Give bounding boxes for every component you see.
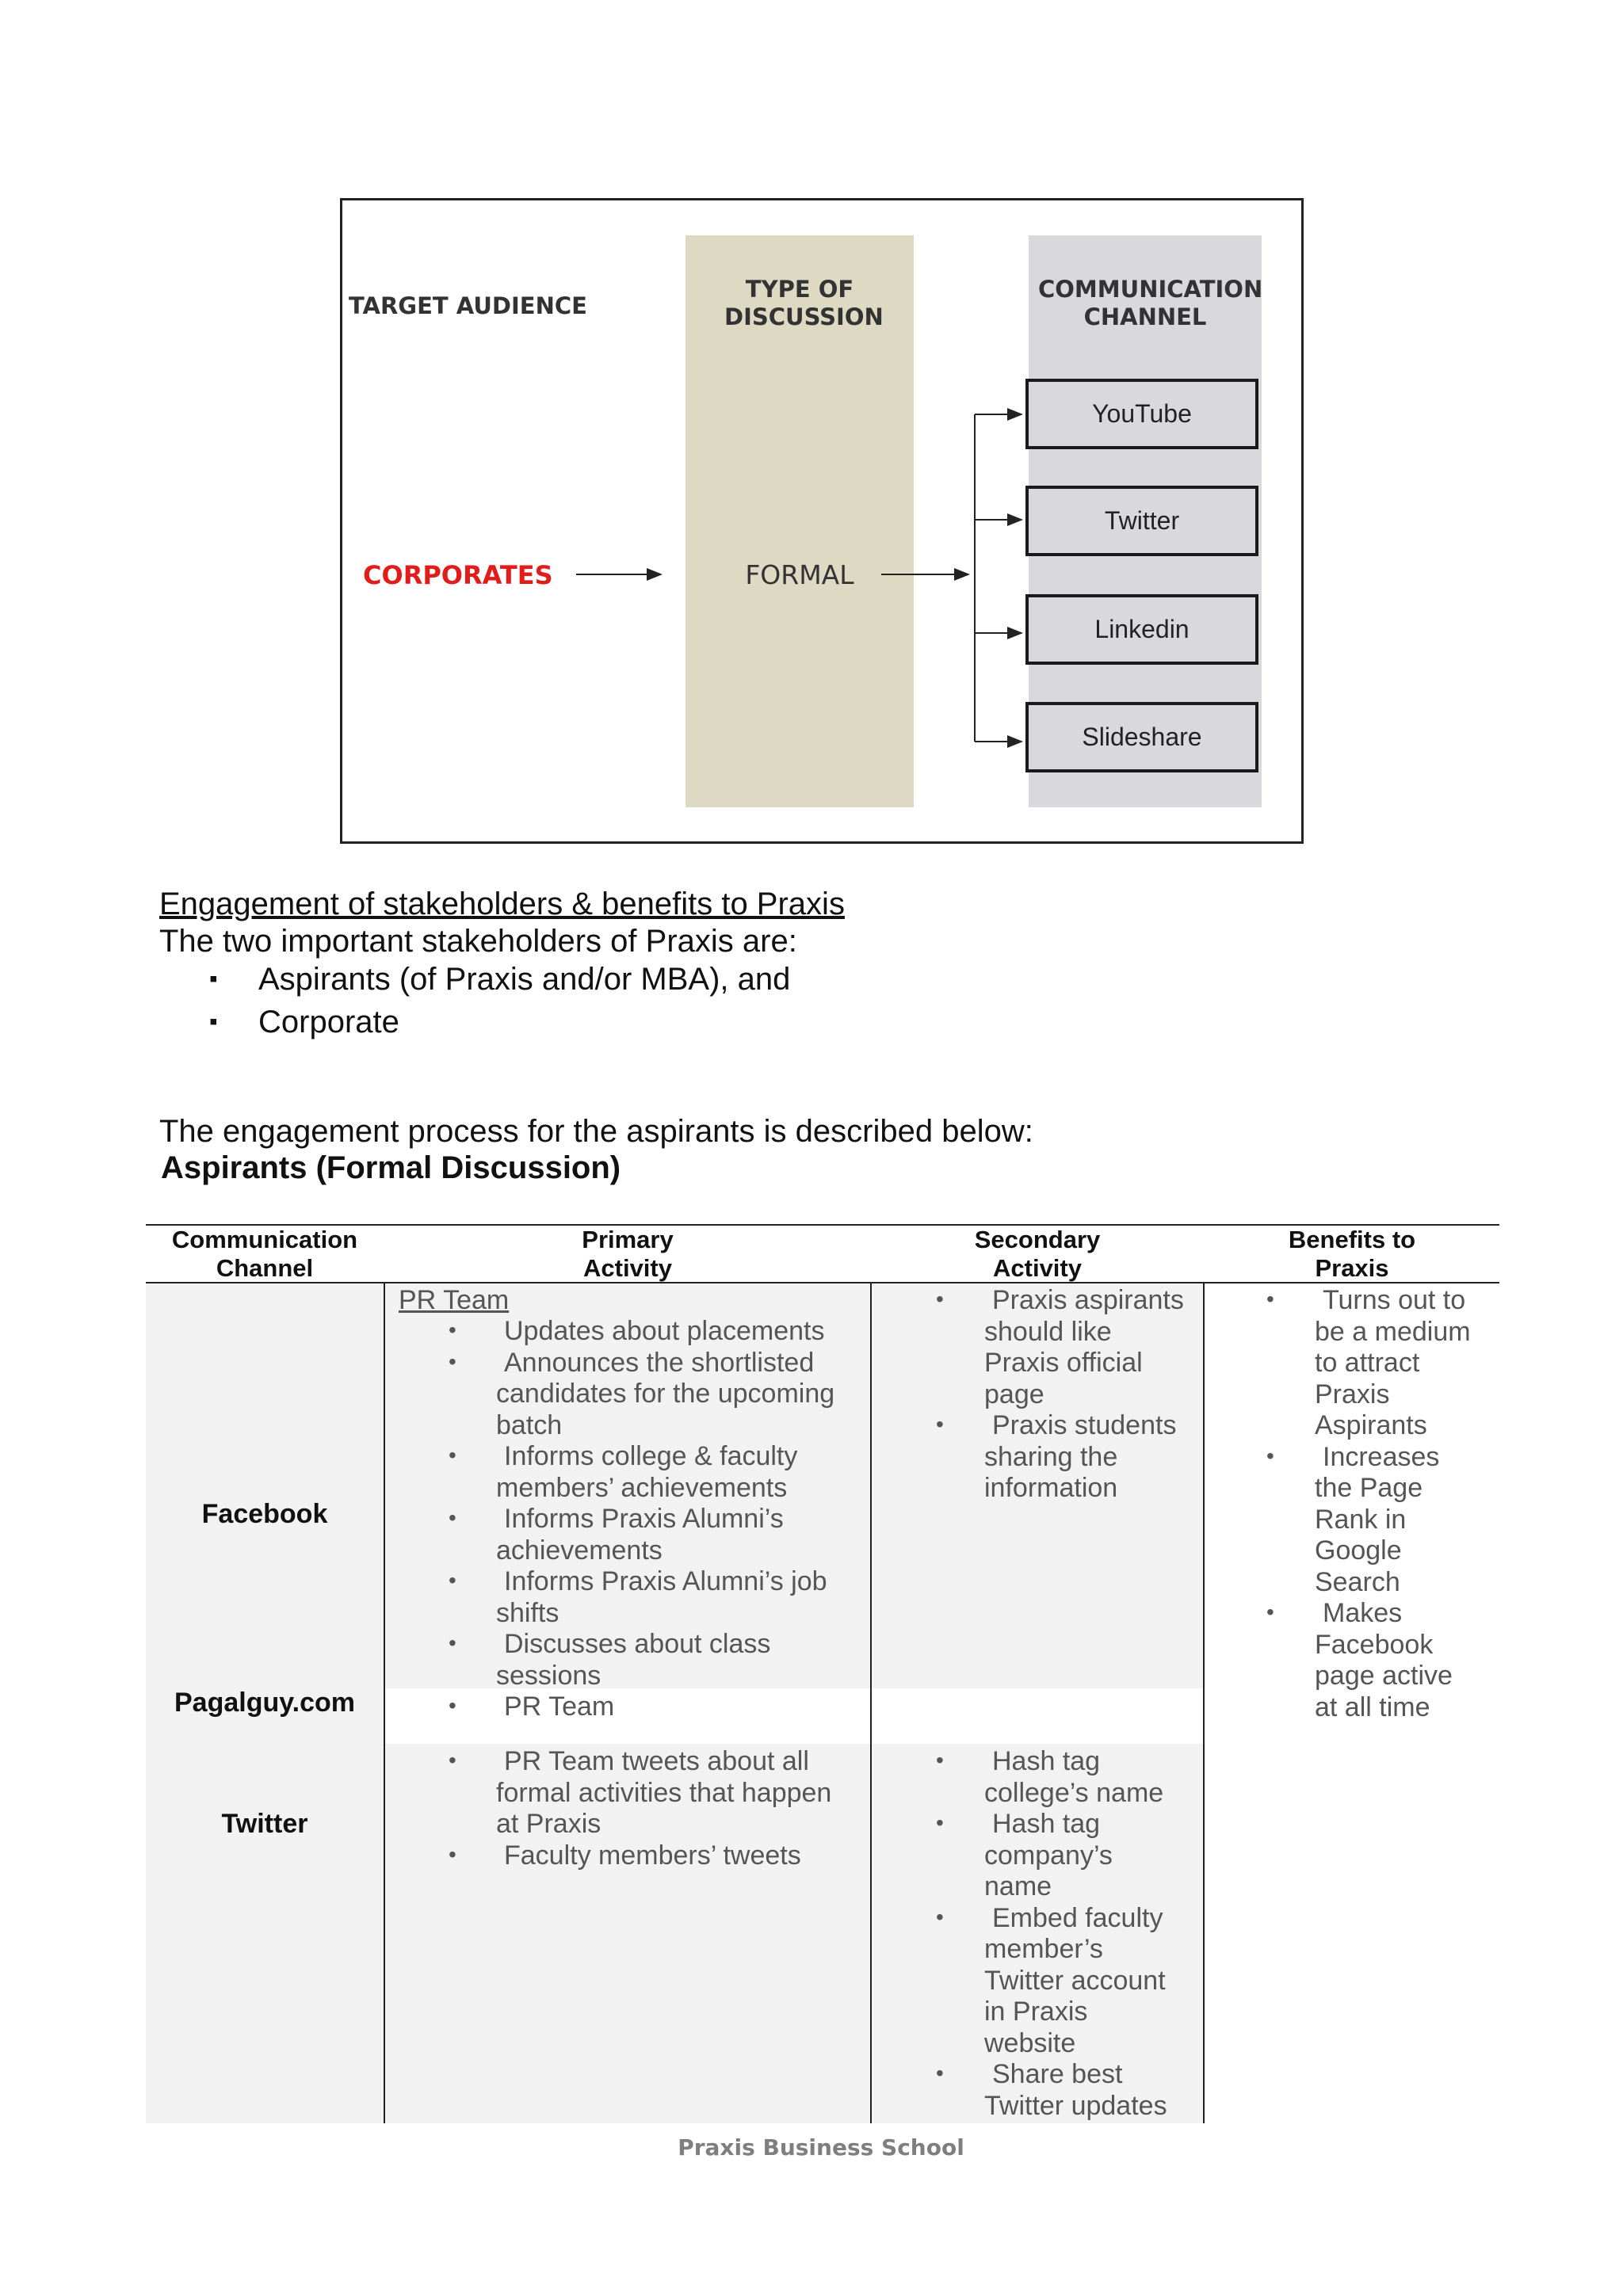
process-text: The engagement process for the aspirants is described below: [159, 1114, 1033, 1149]
list-item-line: PR Team tweets about all [504, 1746, 809, 1776]
square-bullet-icon: ▪ [209, 1009, 218, 1035]
list-item-line: Praxis [1315, 1379, 1390, 1409]
list-item-line: name [984, 1871, 1052, 1901]
list-item-line: member’s [984, 1934, 1103, 1964]
header-secondary [872, 1226, 1203, 1283]
stakeholder-item: Corporate [258, 1005, 399, 1039]
bullet-icon: • [936, 1904, 944, 1929]
square-bullet-icon: ▪ [209, 966, 218, 992]
list-item-line: be a medium [1315, 1316, 1471, 1347]
header-line: Secondary [974, 1226, 1101, 1253]
header-line: Communication [171, 1226, 358, 1253]
bullet-icon: • [1266, 1443, 1274, 1468]
header-line: Activity [583, 1254, 672, 1282]
list-item-line: page active [1315, 1661, 1453, 1691]
communication-channel-text: COMMUNICATION CHANNEL [1038, 276, 1263, 330]
list-item-line: Turns out to [1323, 1285, 1466, 1315]
stakeholder-item: Aspirants (of Praxis and/or MBA), and [258, 962, 791, 997]
list-item-line: should like [984, 1316, 1112, 1347]
channel-slideshare: Slideshare [1025, 702, 1258, 772]
list-item-line: formal activities that happen [496, 1777, 832, 1808]
target-audience-label: TARGET AUDIENCE [349, 292, 587, 319]
bullet-icon: • [1266, 1287, 1274, 1311]
list-item-line: candidates for the upcoming [496, 1379, 835, 1409]
header-channel [146, 1226, 384, 1283]
list-item-line: Informs Praxis Alumni’s [504, 1504, 784, 1534]
bullet-icon: • [449, 1841, 456, 1867]
list-item-line: Praxis official [984, 1348, 1143, 1378]
list-item-line: Announces the shortlisted [504, 1347, 815, 1378]
bullet-icon: • [449, 1443, 456, 1467]
bullet-icon: • [936, 1412, 944, 1436]
bullet-icon: • [1266, 1600, 1274, 1624]
column-divider [1203, 1282, 1205, 2123]
list-item-line: Makes [1323, 1598, 1403, 1628]
list-item-line: the Page [1315, 1473, 1423, 1503]
channel-twitter: Twitter [1025, 486, 1258, 556]
bullet-icon: • [936, 2061, 944, 2085]
channel-linkedin: Linkedin [1025, 594, 1258, 665]
list-item-line: Aspirants [1315, 1410, 1427, 1440]
header-line: Benefits to [1288, 1226, 1416, 1253]
channel-youtube: YouTube [1025, 379, 1258, 449]
list-item-line: batch [496, 1409, 563, 1440]
type-of-discussion-text: TYPE OF DISCUSSION [724, 276, 884, 330]
bullet-icon: • [449, 1318, 456, 1342]
list-item-line: shifts [496, 1597, 559, 1628]
bullet-icon: • [449, 1693, 456, 1718]
list-item-line: Embed faculty [992, 1902, 1163, 1933]
bullet-icon: • [449, 1748, 456, 1772]
list-item-line: Twitter updates [984, 2090, 1167, 2121]
list-item-line: Praxis students [992, 1410, 1177, 1440]
header-primary [385, 1226, 870, 1283]
list-item-line: Share best [992, 2059, 1123, 2089]
list-item-line: sessions [496, 1660, 601, 1691]
list-item-line: sharing the [984, 1441, 1118, 1472]
discussion-type-formal: FORMAL [745, 559, 854, 590]
list-item-line: Informs Praxis Alumni’s job [504, 1566, 827, 1596]
table-title: Aspirants (Formal Discussion) [161, 1150, 621, 1185]
header-line: Channel [216, 1254, 314, 1282]
section-heading: Engagement of stakeholders & benefits to Praxis [159, 887, 845, 921]
bullet-icon: • [936, 1810, 944, 1835]
list-item-line: Hash tag [992, 1746, 1101, 1776]
list-item-line: Twitter account [984, 1965, 1166, 1996]
list-item-line: at Praxis [496, 1809, 601, 1839]
list-item-line: Hash tag [992, 1809, 1101, 1839]
footer-school-name: Praxis Business School [678, 2134, 964, 2161]
list-item-line: Updates about placements [504, 1316, 825, 1346]
list-item-line: at all time [1315, 1691, 1430, 1722]
pr-team-title: PR Team [399, 1285, 510, 1315]
list-item-line: information [984, 1473, 1118, 1503]
list-item-line: PR Team [504, 1691, 615, 1722]
audience-corporates: CORPORATES [363, 560, 553, 590]
header-benefits [1205, 1226, 1499, 1283]
list-item-line: college’s name [984, 1777, 1164, 1808]
list-item-line: Search [1315, 1566, 1400, 1597]
list-item-line: Discusses about class [504, 1629, 771, 1659]
channel-facebook: Facebook [201, 1499, 328, 1529]
channel-diagram [340, 198, 1304, 844]
bullet-icon: • [449, 1568, 456, 1592]
list-item-line: achievements [496, 1535, 663, 1566]
column-divider [384, 1282, 385, 2123]
list-item-line: Informs college & faculty [504, 1441, 798, 1471]
list-item-line: Faculty members’ tweets [504, 1840, 801, 1871]
list-item-line: Rank in [1315, 1504, 1407, 1535]
list-item-line: website [984, 2027, 1076, 2058]
bullet-icon: • [936, 1287, 944, 1311]
list-item-line: Facebook [1315, 1629, 1434, 1660]
list-item-line: page [984, 1379, 1044, 1409]
header-line: Praxis [1315, 1254, 1389, 1282]
list-item-line: Google [1315, 1535, 1402, 1566]
list-item-line: in Praxis [984, 1997, 1088, 2027]
list-item-line: company’s [984, 1840, 1113, 1871]
intro-text: The two important stakeholders of Praxis are: [159, 924, 797, 959]
header-line: Activity [993, 1254, 1082, 1282]
column-divider [870, 1282, 872, 2123]
list-item-line: Increases [1323, 1441, 1440, 1472]
list-item-line: to attract [1315, 1348, 1420, 1378]
header-line: Primary [582, 1226, 674, 1253]
list-item-line: members’ achievements [496, 1472, 788, 1503]
bullet-icon: • [936, 1748, 944, 1772]
bullet-icon: • [449, 1348, 456, 1374]
bullet-icon: • [449, 1630, 456, 1655]
channel-pagalguy: Pagalguy.com [174, 1688, 355, 1718]
list-item-line: Praxis aspirants [992, 1285, 1184, 1315]
bullet-icon: • [449, 1505, 456, 1530]
channel-twitter-row: Twitter [221, 1809, 308, 1839]
